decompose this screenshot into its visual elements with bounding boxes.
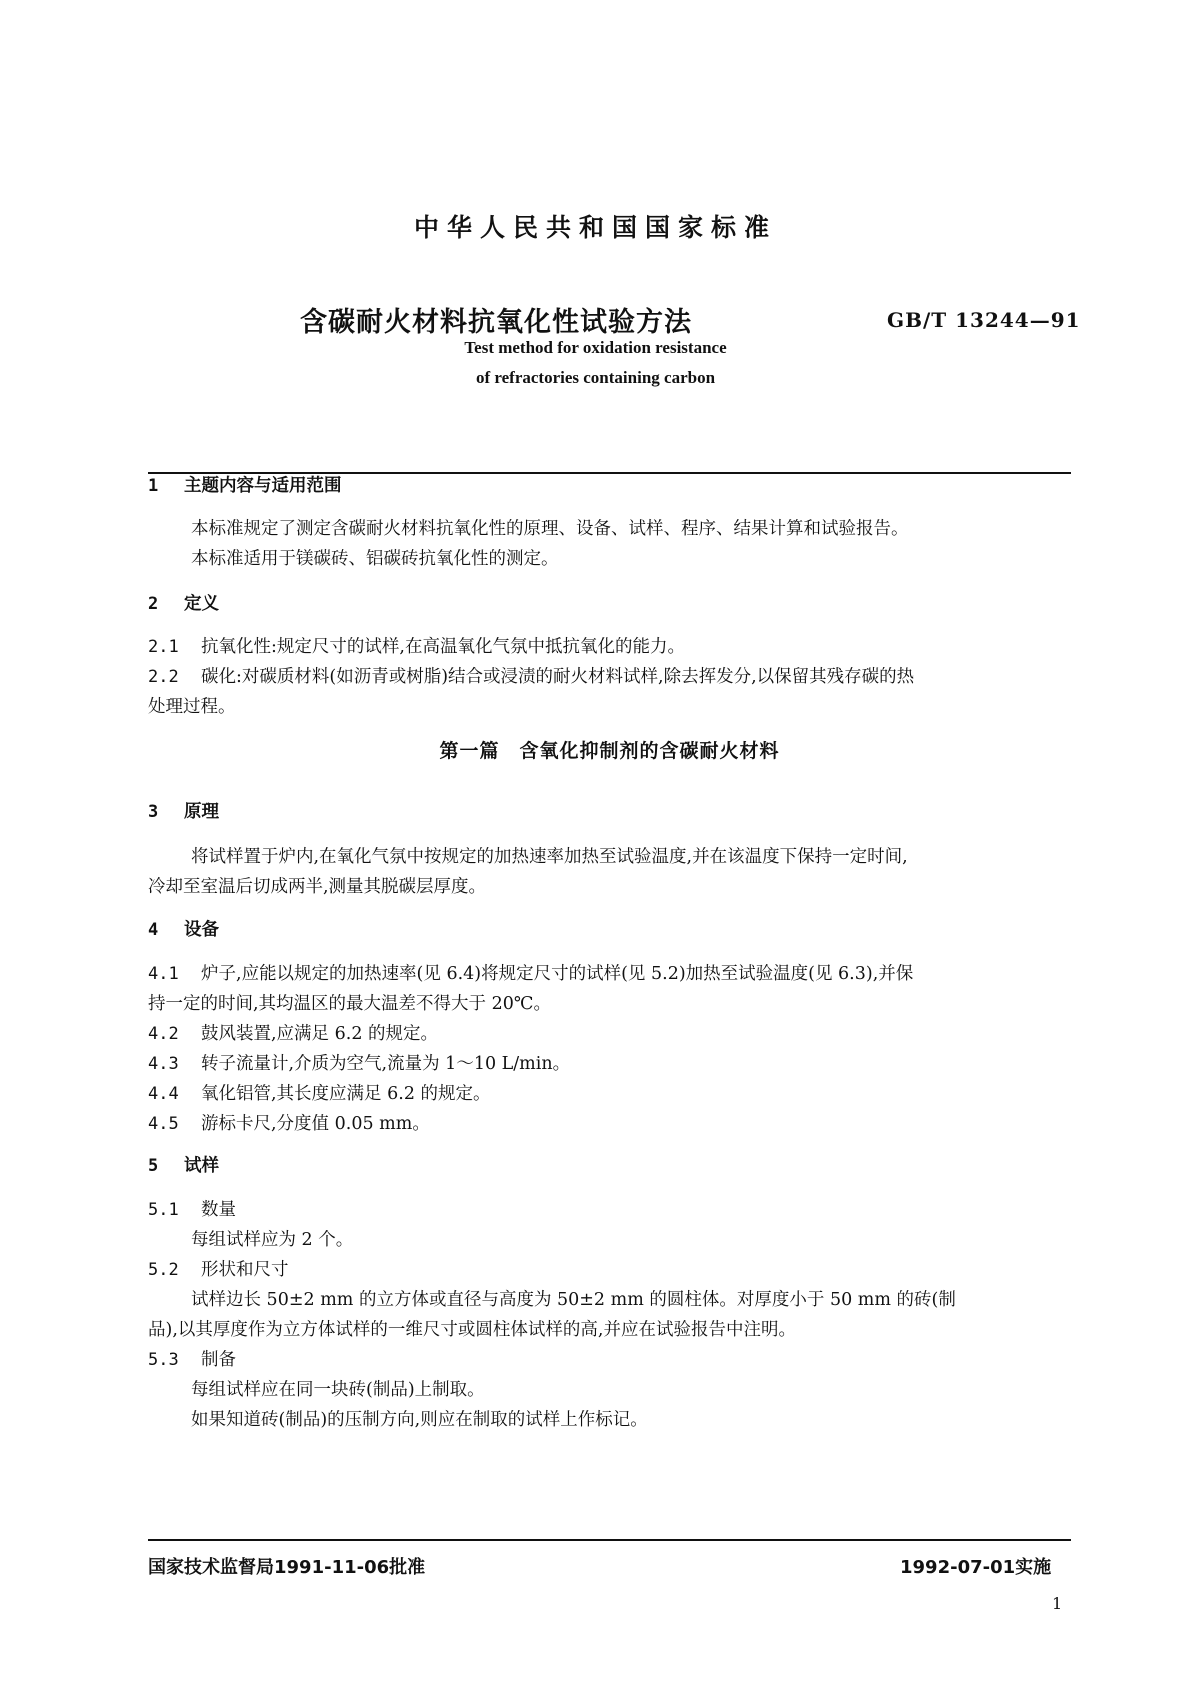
clause-5-3: 5.3 制备: [148, 1350, 236, 1370]
page-number: 1: [1052, 1594, 1063, 1613]
english-title-line-2: of refractories containing carbon: [475, 368, 716, 387]
paragraph: 每组试样应为 2 个。: [191, 1230, 354, 1250]
clause-5-1: 5.1 数量: [148, 1200, 236, 1220]
paragraph-continuation: 品),以其厚度作为立方体试样的一维尺寸或圆柱体试样的高,并应在试验报告中注明。: [148, 1320, 796, 1340]
part-one-title: 第一篇 含氧化抑制剂的含碳耐火材料: [439, 740, 780, 762]
section-3-heading: 3 原理: [148, 802, 219, 822]
document-title: 含碳耐火材料抗氧化性试验方法: [300, 307, 692, 338]
paragraph: 将试样置于炉内,在氧化气氛中按规定的加热速率加热至试验温度,并在该温度下保持一定时间,: [191, 847, 908, 867]
clause-4-3: 4.3 转子流量计,介质为空气,流量为 1～10 L/min。: [148, 1054, 571, 1074]
implementation-date: 1992-07-01实施: [900, 1557, 1052, 1578]
paragraph: 本标准适用于镁碳砖、铝碳砖抗氧化性的测定。: [191, 549, 559, 569]
paragraph: 如果知道砖(制品)的压制方向,则应在制取的试样上作标记。: [191, 1410, 648, 1430]
clause-4-2: 4.2 鼓风装置,应满足 6.2 的规定。: [148, 1024, 439, 1044]
clause-4-5: 4.5 游标卡尺,分度值 0.05 mm。: [148, 1114, 430, 1134]
clause-4-4: 4.4 氧化铝管,其长度应满足 6.2 的规定。: [148, 1084, 491, 1104]
section-2-heading: 2 定义: [148, 594, 219, 614]
approval-date: 国家技术监督局1991-11-06批准: [148, 1557, 426, 1578]
section-4-heading: 4 设备: [148, 920, 219, 940]
clause-2-1: 2.1 抗氧化性:规定尺寸的试样,在高温氧化气氛中抵抗氧化的能力。: [148, 637, 685, 657]
standard-title: 中华人民共和国国家标准: [413, 213, 777, 242]
section-5-heading: 5 试样: [148, 1156, 219, 1176]
clause-4-1: 4.1 炉子,应能以规定的加热速率(见 6.4)将规定尺寸的试样(见 5.2)加热至试验温度(见 6.3),并保: [148, 964, 914, 984]
section-1-heading: 1 主题内容与适用范围: [148, 476, 342, 496]
clause-2-2: 2.2 碳化:对碳质材料(如沥青或树脂)结合或浸渍的耐火材料试样,除去挥发分,以保留其残存碳的热: [148, 667, 915, 687]
standard-code: GB/T 13244—91: [887, 308, 1081, 332]
english-title-line-1: Test method for oxidation resistance: [464, 338, 727, 357]
paragraph: 试样边长 50±2 mm 的立方体或直径与高度为 50±2 mm 的圆柱体。对厚度小于 50 mm 的砖(制: [191, 1290, 956, 1310]
paragraph: 每组试样应在同一块砖(制品)上制取。: [191, 1380, 485, 1400]
clause-4-1-continuation: 持一定的时间,其均温区的最大温差不得大于 20℃。: [148, 994, 551, 1014]
footer-divider: [148, 1539, 1071, 1541]
clause-5-2: 5.2 形状和尺寸: [148, 1260, 289, 1280]
paragraph: 本标准规定了测定含碳耐火材料抗氧化性的原理、设备、试样、程序、结果计算和试验报告。: [191, 519, 909, 539]
clause-2-2-continuation: 处理过程。: [148, 697, 236, 717]
paragraph-continuation: 冷却至室温后切成两半,测量其脱碳层厚度。: [148, 877, 487, 897]
